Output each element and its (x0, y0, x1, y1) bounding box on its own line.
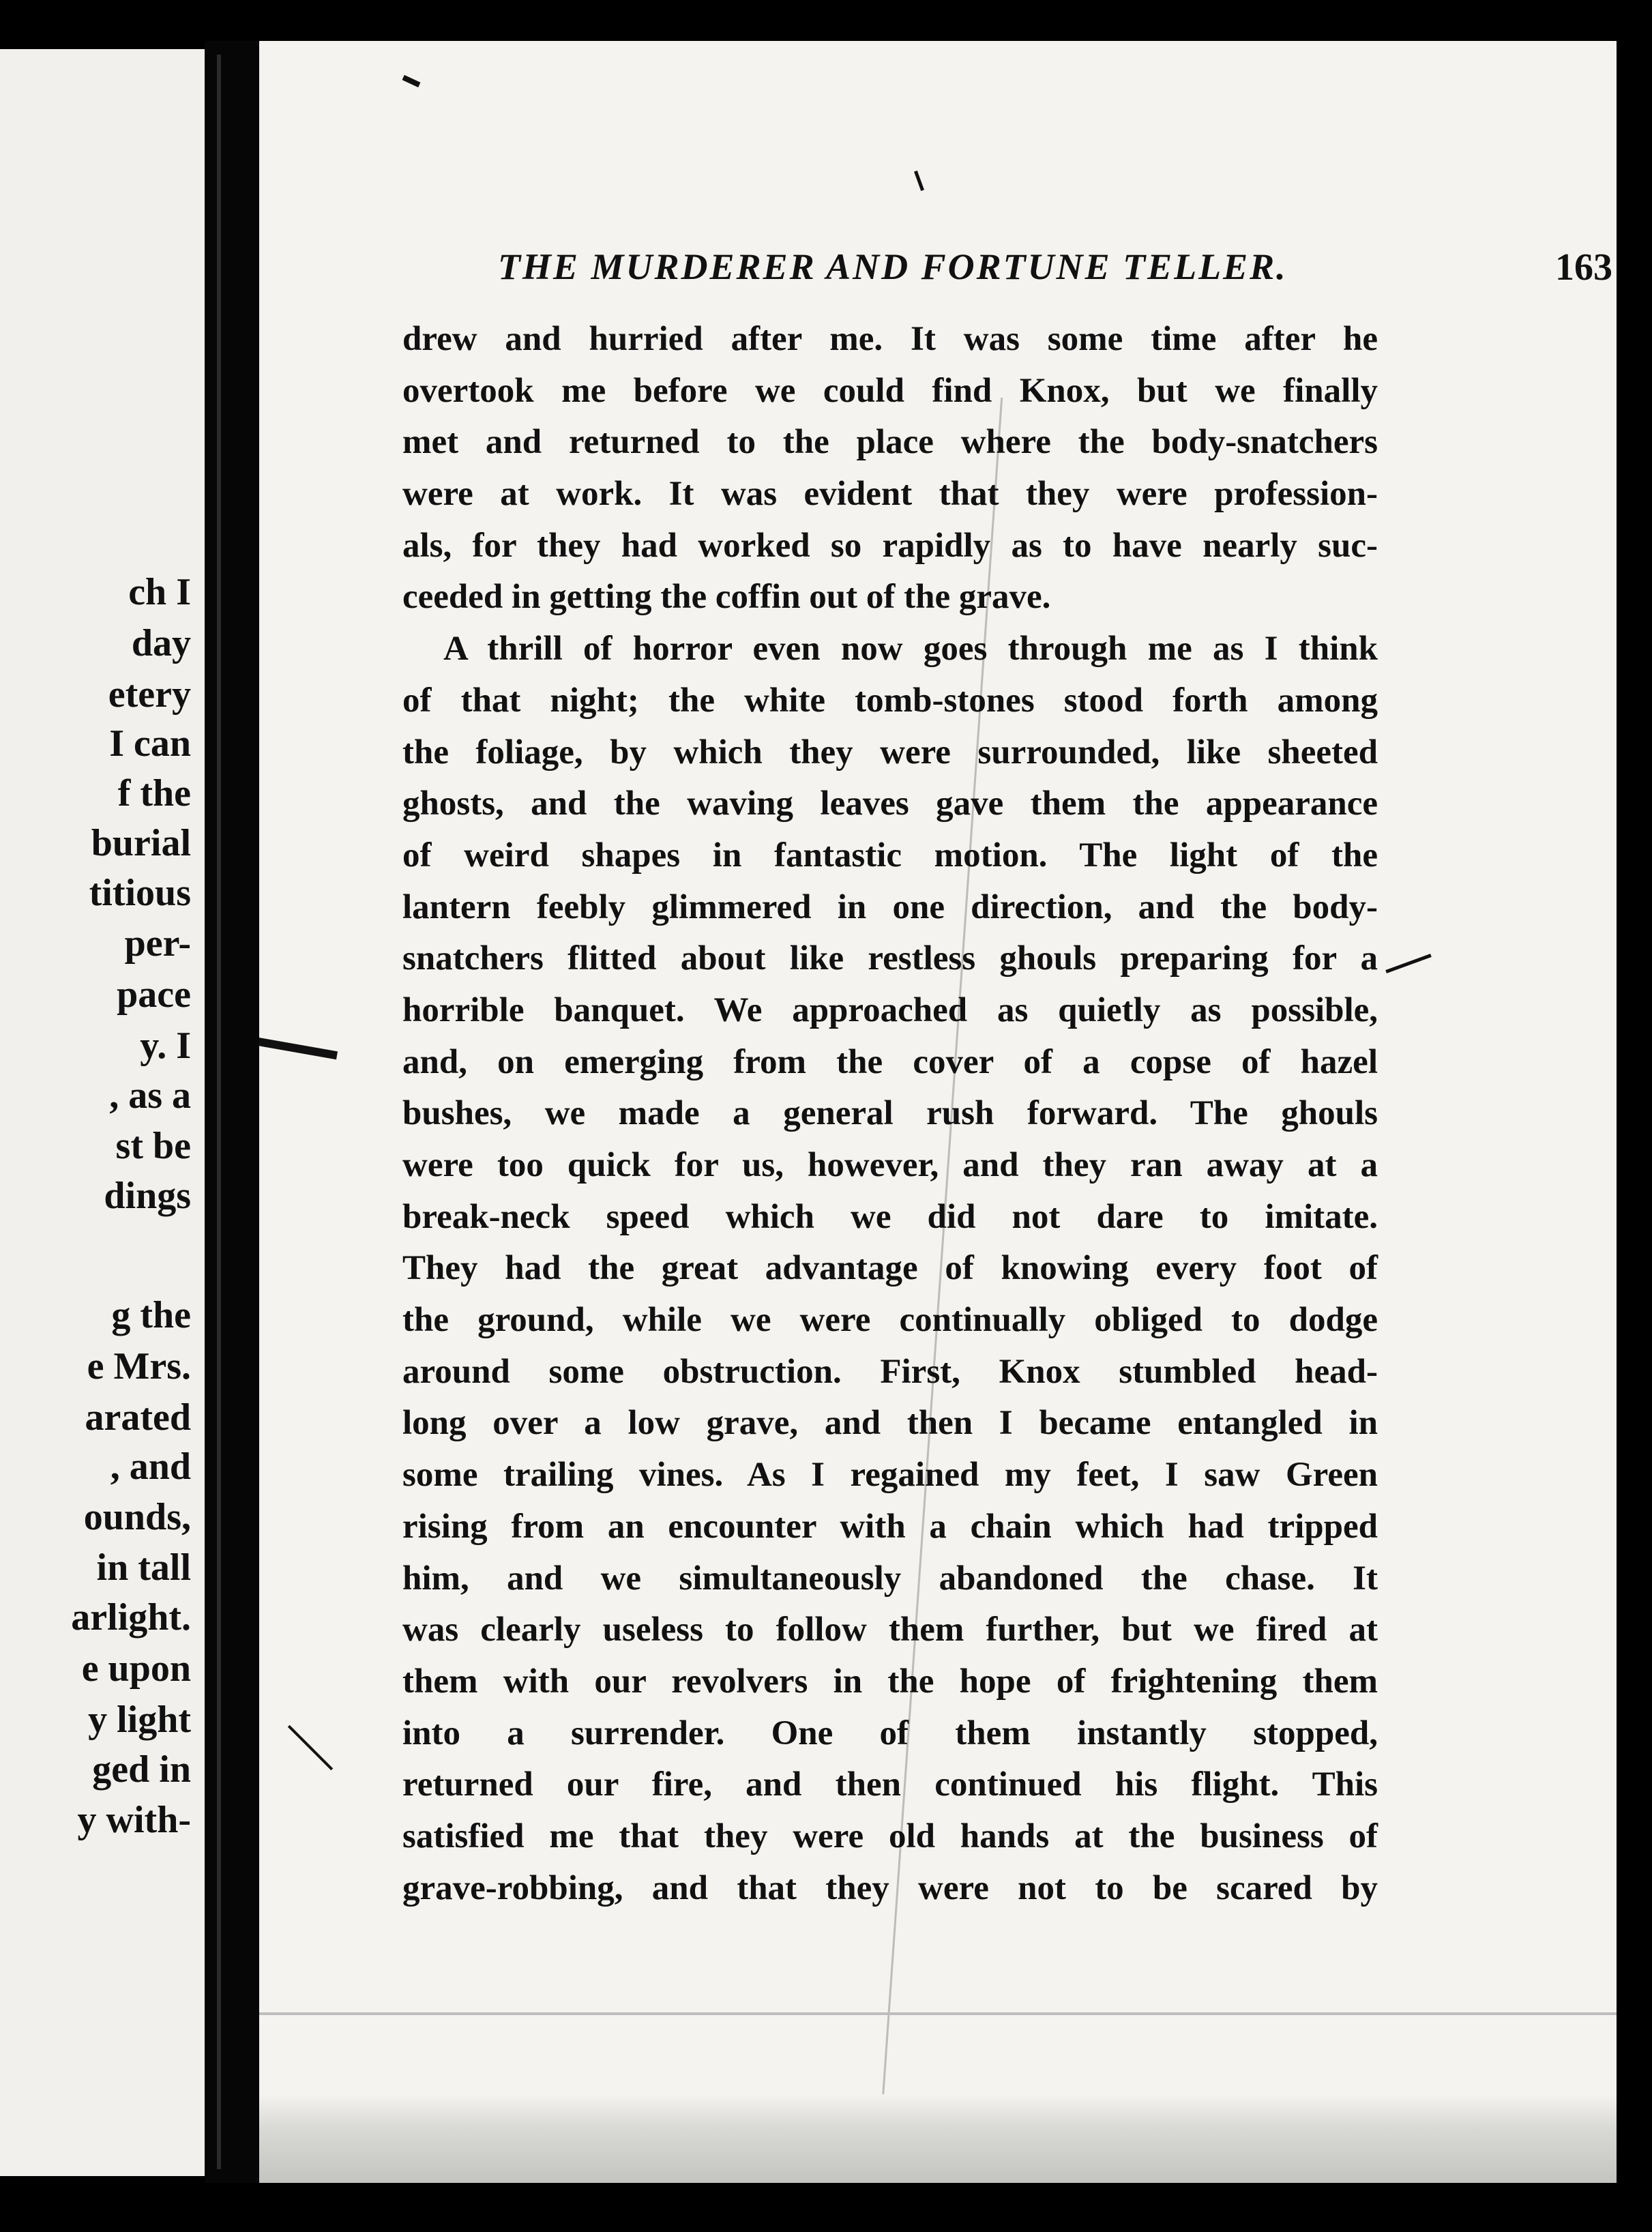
scan-mark (259, 1036, 338, 1059)
text-line: the foliage, by which they were surrounded, like sheeted (402, 733, 1378, 772)
text-line: some trailing vines. As I regained my feet, I saw Green (402, 1456, 1378, 1495)
facing-page-text-fragment: g the (111, 1294, 191, 1336)
body-text (402, 314, 1378, 1914)
text-line: break-neck speed which we did not dare to imitate. (402, 1197, 1378, 1236)
facing-page-text-fragment: etery (108, 673, 191, 716)
text-line: them with our revolvers in the hope of frightening them (402, 1662, 1378, 1701)
book-gutter (205, 41, 259, 2183)
text-line: They had the great advantage of knowing every foot of (402, 1249, 1378, 1288)
page-number: 163 (1555, 246, 1612, 289)
text-line: rising from an encounter with a chain which had tripped (402, 1507, 1378, 1546)
facing-page-text-fragment: y with- (77, 1799, 191, 1841)
facing-page-text-fragment: , and (110, 1445, 191, 1488)
text-line: lantern feebly glimmered in one direction, and the body- (402, 887, 1378, 926)
text-line: long over a low grave, and then I became entangled in (402, 1404, 1378, 1443)
facing-page-text-fragment: e upon (81, 1647, 191, 1690)
facing-page-text-fragment: day (131, 622, 191, 664)
scan-mark (402, 75, 421, 87)
text-line: of weird shapes in fantastic motion. The light of the (402, 836, 1378, 875)
scan-mark (914, 171, 924, 191)
text-line: snatchers flitted about like restless ghouls preparing for a (402, 939, 1378, 978)
facing-page-text-fragment: f the (117, 772, 191, 814)
facing-page-text-fragment: ounds, (83, 1496, 191, 1538)
bottom-rule (259, 2012, 1617, 2015)
running-title: THE MURDERER AND FORTUNE TELLER. (498, 246, 1288, 287)
facing-page-text-fragment: burial (91, 822, 191, 864)
facing-page-text-fragment: y. I (140, 1025, 191, 1067)
facing-page-fragment (0, 49, 205, 2176)
gutter-line (217, 55, 221, 2169)
scan-mark (1385, 954, 1431, 973)
text-line: were at work. It was evident that they were profession- (402, 475, 1378, 514)
scan-mark (288, 1725, 333, 1770)
facing-page-text-fragment: ch I (128, 571, 191, 613)
text-line: were too quick for us, however, and they ran away at a (402, 1146, 1378, 1184)
text-line: ceeded in getting the coffin out of the grave. (402, 578, 1051, 617)
text-line: horrible banquet. We approached as quietly as possible, (402, 990, 1378, 1029)
facing-page-text-fragment: st be (115, 1125, 191, 1167)
text-line: him, and we simultaneously abandoned the chase. It (402, 1559, 1378, 1598)
text-line: returned our fire, and then continued his flight. This (402, 1765, 1378, 1804)
bottom-margin (259, 2094, 1617, 2183)
text-line: of that night; the white tomb-stones stood forth among (402, 681, 1378, 720)
facing-page-text-fragment: per- (124, 922, 191, 965)
facing-page-text-fragment: arlight. (71, 1596, 191, 1639)
text-line: the ground, while we were continually obliged to dodge (402, 1301, 1378, 1340)
text-line: met and returned to the place where the body-snatchers (402, 423, 1378, 462)
text-line: overtook me before we could find Knox, but we finally (402, 371, 1378, 410)
facing-page-text-fragment: pace (117, 973, 191, 1016)
text-line: als, for they had worked so rapidly as to have nearly suc- (402, 526, 1378, 565)
facing-page-text-fragment: ged in (92, 1748, 191, 1791)
text-line: A thrill of horror even now goes through me as I think (443, 630, 1378, 669)
text-line: bushes, we made a general rush forward. The ghouls (402, 1094, 1378, 1133)
text-line: satisfied me that they were old hands at the business of (402, 1817, 1378, 1855)
facing-page-text-fragment: dings (104, 1175, 191, 1217)
facing-page-text-fragment: arated (85, 1396, 191, 1439)
text-line: and, on emerging from the cover of a copse of hazel (402, 1042, 1378, 1081)
text-line: ghosts, and the waving leaves gave them the appearance (402, 784, 1378, 823)
text-line: around some obstruction. First, Knox stumbled head- (402, 1352, 1378, 1391)
facing-page-text-fragment: e Mrs. (87, 1345, 191, 1387)
text-line: into a surrender. One of them instantly stopped, (402, 1714, 1378, 1752)
facing-page-text-fragment: y light (88, 1699, 191, 1741)
facing-page-text-fragment: , as a (109, 1074, 191, 1117)
text-line: grave-robbing, and that they were not to be scared by (402, 1868, 1378, 1907)
book-page (259, 41, 1617, 2183)
text-line: was clearly useless to follow them further, but we fired at (402, 1611, 1378, 1649)
text-line: drew and hurried after me. It was some time after he (402, 320, 1378, 358)
facing-page-text-fragment: in tall (96, 1546, 191, 1589)
facing-page-text-fragment: titious (89, 872, 191, 914)
facing-page-text-fragment: I can (109, 722, 191, 765)
page-header (498, 246, 1617, 307)
